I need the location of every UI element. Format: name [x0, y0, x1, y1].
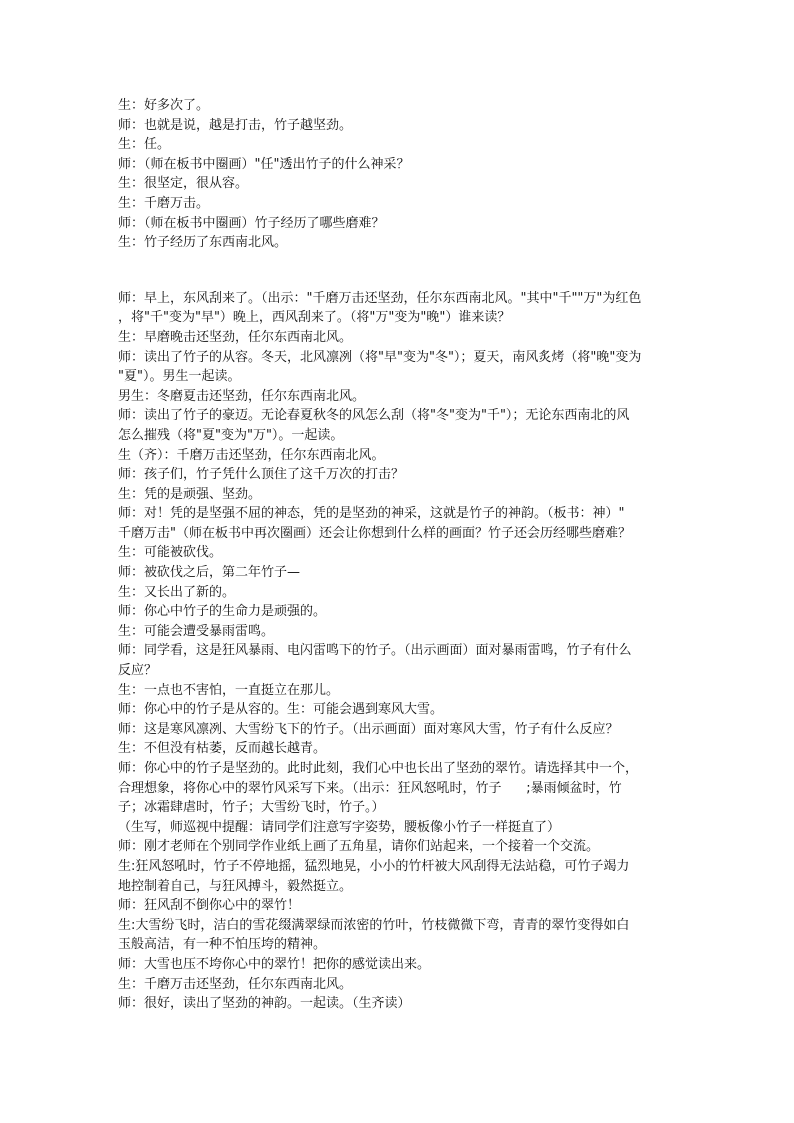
text-line: 生：凭的是顽强、坚劲。	[118, 486, 262, 502]
text-line: ，将"千"变为"早"）晚上，西风刮来了。（将"万"变为"晚"）谁来读？	[118, 310, 511, 326]
text-line: （生写，师巡视中提醒：请同学们注意写字姿势，腰板像小竹子一样挺直了）	[118, 819, 561, 835]
text-line: 子；冰霜肆虐时，竹子；大雪纷飞时，竹子。）	[118, 800, 385, 816]
text-line: 男生：冬磨夏击还坚劲，任尔东西南北风。	[118, 388, 366, 404]
text-line: 生:大雪纷飞时，洁白的雪花缀满翠绿而浓密的竹叶，竹枝微微下弯，青青的翠竹变得如白	[118, 917, 630, 933]
text-line: 师：（师在板书中圈画）"任"透出竹子的什么神采？	[118, 156, 410, 172]
text-line: 师：你心中的竹子是坚劲的。此时此刻，我们心中也长出了坚劲的翠竹。请选择其中一个，	[118, 761, 639, 776]
text-line: 生：可能会遭受暴雨雷鸣。	[118, 623, 275, 639]
text-line: 怎么摧残（将"夏"变为"万"）。一起读。	[118, 427, 344, 443]
dialogue-block-2	[118, 289, 678, 1014]
text-line: 师：读出了竹子的豪迈。无论春夏秋冬的风怎么刮（将"冬"变为"千"）；无论东西南北的风	[118, 408, 630, 424]
text-line: 生：千磨万击。	[118, 195, 210, 211]
text-line: 师：狂风刮不倒你心中的翠竹！	[118, 898, 301, 914]
text-line: 生：不但没有枯萎，反而越长越青。	[118, 741, 327, 757]
text-line: 生：一点也不害怕，一直挺立在那儿。	[118, 682, 340, 698]
text-line: 师：刚才老师在个别同学作业纸上画了五角星，请你们站起来，一个接着一个交流。	[118, 839, 600, 855]
text-line: 师：读出了竹子的从容。冬天，北风凛冽（将"早"变为"冬"）；夏天，南风炙烤（将"晚"变为	[118, 349, 642, 365]
text-line: 师：你心中竹子的生命力是顽强的。	[118, 604, 327, 620]
text-line: 生:狂风怒吼时，竹子不停地摇，猛烈地晃，小小的竹杆被大风刮得无法站稳，可竹子竭力	[118, 858, 630, 874]
text-line: 生：任。	[118, 137, 171, 153]
text-line: 生：很坚定，很从容。	[118, 176, 249, 192]
dialogue-block-1	[118, 96, 678, 253]
text-line: 师：对！凭的是坚强不屈的神态，凭的是坚劲的神采，这就是竹子的神韵。（板书：神）"	[118, 506, 625, 522]
text-line: 师：大雪也压不垮你心中的翠竹！把你的感觉读出来。	[118, 956, 431, 972]
text-line: 地控制着自己，与狂风搏斗，毅然挺立。	[118, 878, 353, 894]
text-line: 合理想象，将你心中的翠竹风采写下来。（出示：狂风怒吼时，竹子 ;暴雨倾盆时，竹	[118, 780, 622, 796]
text-line: 师：被砍伐之后，第二年竹子—	[118, 565, 301, 581]
text-line: 生：早磨晚击还坚劲，任尔东西南北风。	[118, 329, 353, 345]
text-line: 反应？	[118, 663, 158, 679]
text-line: 生：可能被砍伐。	[118, 545, 223, 561]
text-line: 生：好多次了。	[118, 98, 210, 113]
text-line: 师：（师在板书中圈画）竹子经历了哪些磨难？	[118, 215, 385, 231]
text-line: 师：早上，东风刮来了。（出示："千磨万击还坚劲，任尔东西南北风。"其中"千""万"为红色	[118, 290, 642, 306]
text-line: 师：也就是说，越是打击，竹子越坚劲。	[118, 117, 353, 133]
text-line: 师：孩子们，竹子凭什么顶住了这千万次的打击？	[118, 467, 405, 483]
text-line: 生：千磨万击还坚劲，任尔东西南北风。	[118, 976, 353, 992]
text-line: 师：同学看，这是狂风暴雨、电闪雷鸣下的竹子。（出示画面）面对暴雨雷鸣，竹子有什么	[118, 643, 632, 659]
text-line: 生（齐）：千磨万击还坚劲，任尔东西南北风。	[118, 447, 385, 463]
text-line: "夏"）。男生一起读。	[118, 369, 241, 385]
text-line: 玉般高洁，有一种不怕压垮的精神。	[118, 937, 327, 953]
text-line: 生：又长出了新的。	[118, 584, 236, 600]
text-line: 千磨万击"（师在板书中再次圈画）还会让你想到什么样的画面？竹子还会历经哪些磨难？	[118, 525, 631, 541]
text-line: 师：这是寒风凛冽、大雪纷飞下的竹子。（出示画面）面对寒风大雪，竹子有什么反应？	[118, 721, 619, 737]
text-line: 师：很好，读出了坚劲的神韵。一起读。（生齐读）	[118, 996, 411, 1012]
text-line: 生：竹子经历了东西南北风。	[118, 235, 288, 251]
paragraph-gap	[118, 253, 678, 289]
text-line: 师：你心中的竹子是从容的。生：可能会遇到寒风大雪。	[118, 702, 444, 718]
document-body	[118, 96, 678, 1014]
